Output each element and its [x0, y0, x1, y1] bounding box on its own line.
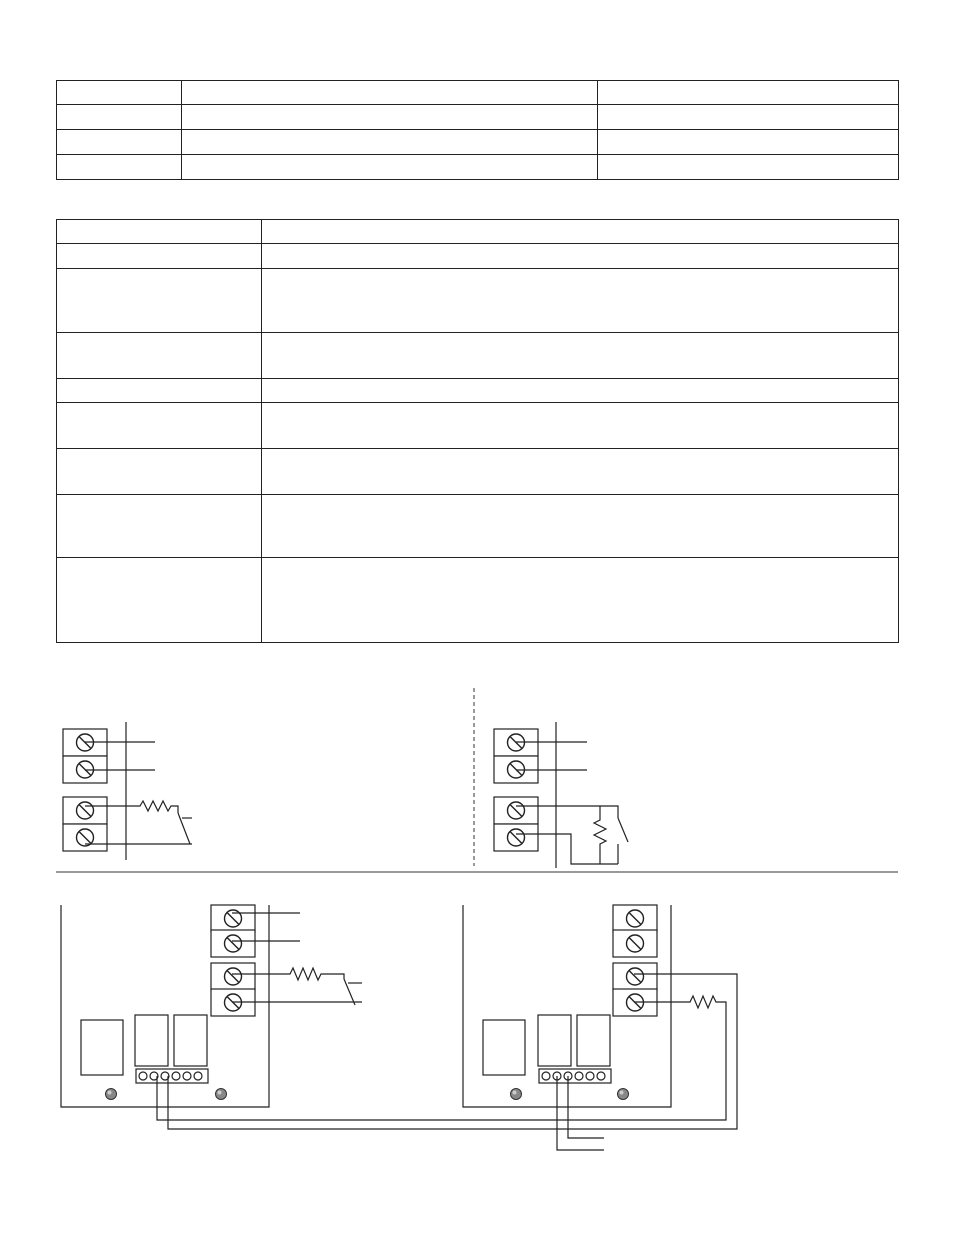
led-indicator: [511, 1089, 522, 1100]
diagram-c: [61, 905, 737, 1150]
led-indicator: [216, 1089, 227, 1100]
diagram-b: [494, 722, 628, 868]
led-indicator: [618, 1089, 629, 1100]
diagram-a: [63, 722, 192, 860]
led-indicator: [106, 1089, 117, 1100]
